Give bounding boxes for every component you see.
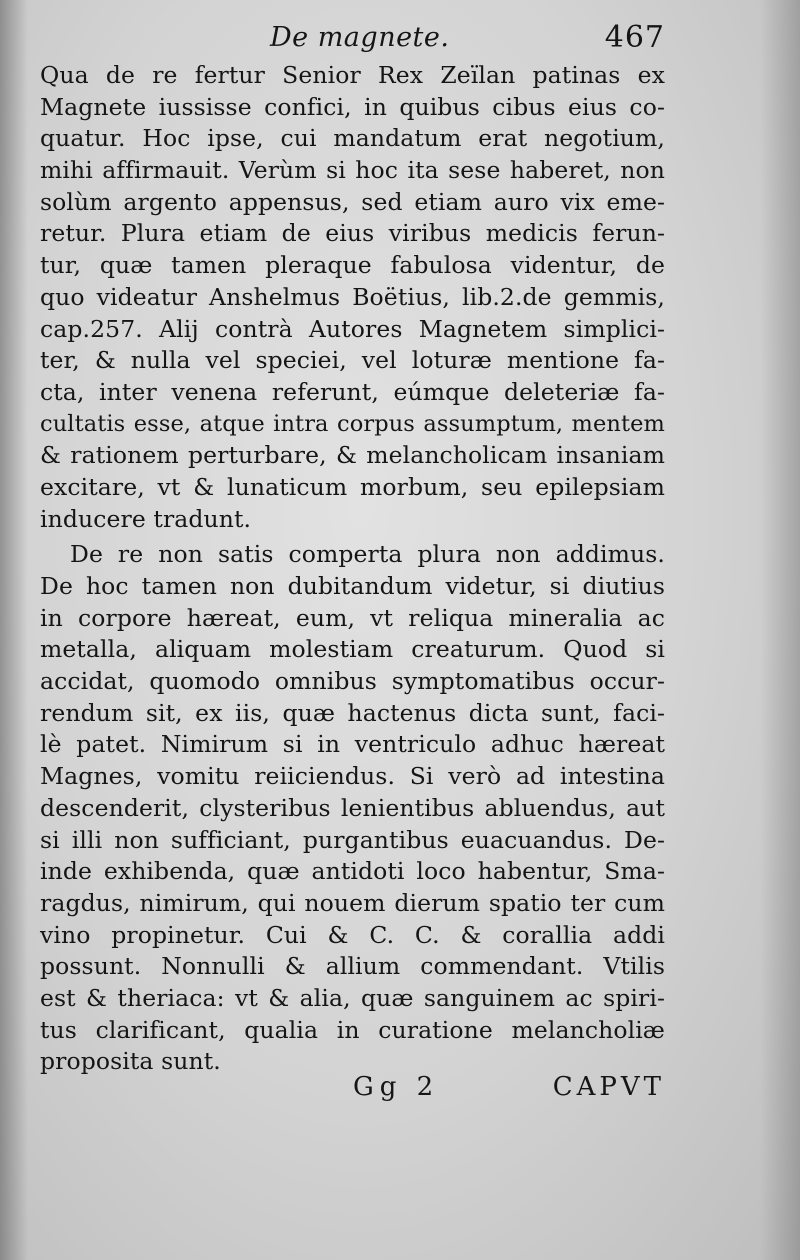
text-line: Magnete iussisse confici, in quibus cibus eius co- <box>40 92 665 121</box>
text-line: ter, & nulla vel speciei, vel loturæ mentione fa- <box>40 346 665 375</box>
running-head <box>40 20 665 60</box>
page-number: 467 <box>604 20 665 55</box>
text-line: cta, inter venena referunt, eúmque deleteriæ fa- <box>40 377 665 406</box>
text-line: inde exhibenda, quæ antidoti loco habentur, Sma- <box>40 857 665 886</box>
text-line: si illi non sufficiant, purgantibus euacuandus. De- <box>40 825 665 854</box>
text-line: quo videatur Anshelmus Boëtius, lib.2.de gemmis, <box>40 282 665 311</box>
paragraph-2 <box>40 539 665 1078</box>
text-line: solùm argento appensus, sed etiam auro vix eme- <box>40 187 665 216</box>
text-line: proposita sunt. <box>40 1047 221 1076</box>
text-line: De re non satis comperta plura non addimus. <box>70 540 665 569</box>
text-line: accidat, quomodo omnibus symptomatibus occur- <box>40 667 665 696</box>
text-line: tus clarificant, qualia in curatione melancholiæ <box>40 1015 665 1044</box>
text-line: lè patet. Nimirum si in ventriculo adhuc hæreat <box>40 730 665 759</box>
text-line: mihi affirmauit. Verùm si hoc ita sese haberet, non <box>40 156 665 185</box>
text-line: cap.257. Alij contrà Autores Magnetem simplici- <box>40 314 665 343</box>
body-text <box>40 60 665 1078</box>
text-line: in corpore hæreat, eum, vt reliqua mineralia ac <box>40 603 665 632</box>
text-line: De hoc tamen non dubitandum videtur, si diutius <box>40 572 665 600</box>
text-line: rendum sit, ex iis, quæ hactenus dicta sunt, faci- <box>40 698 665 727</box>
text-line: est & theriaca: vt & alia, quæ sanguinem ac spiri- <box>40 983 665 1012</box>
text-line: metalla, aliquam molestiam creaturum. Quod si <box>40 635 665 664</box>
text-line: descenderit, clysteribus lenientibus abluendus, aut <box>40 793 665 822</box>
text-line: ragdus, nimirum, qui nouem dierum spatio ter cum <box>40 888 665 917</box>
text-line: quatur. Hoc ipse, cui mandatum erat negotium, <box>40 124 665 153</box>
text-line: inducere tradunt. <box>40 504 252 533</box>
text-line: Magnes, vomitu reiiciendus. Si verò ad intestina <box>40 762 665 791</box>
paragraph-1 <box>40 60 665 535</box>
catchword: CAPVT <box>552 1072 665 1102</box>
text-line: cultatis esse, atque intra corpus assumptum, mentem <box>40 410 665 437</box>
text-line: possunt. Nonnulli & allium commendant. Vtilis <box>40 952 665 981</box>
text-line: vino propinetur. Cui & C. C. & corallia addi <box>40 920 665 949</box>
text-line: & rationem perturbare, & melancholicam insaniam <box>40 441 665 470</box>
page-footer <box>40 1070 665 1104</box>
running-title: De magnete. <box>270 22 450 53</box>
text-line: excitare, vt & lunaticum morbum, seu epilepsiam <box>40 472 665 501</box>
text-line: retur. Plura etiam de eius viribus medicis ferun- <box>40 219 665 248</box>
text-line: tur, quæ tamen pleraque fabulosa videntur, de <box>40 251 665 280</box>
signature-mark: Gg 2 <box>353 1072 440 1102</box>
text-line: Qua de re fertur Senior Rex Zeïlan patinas ex <box>40 61 665 89</box>
